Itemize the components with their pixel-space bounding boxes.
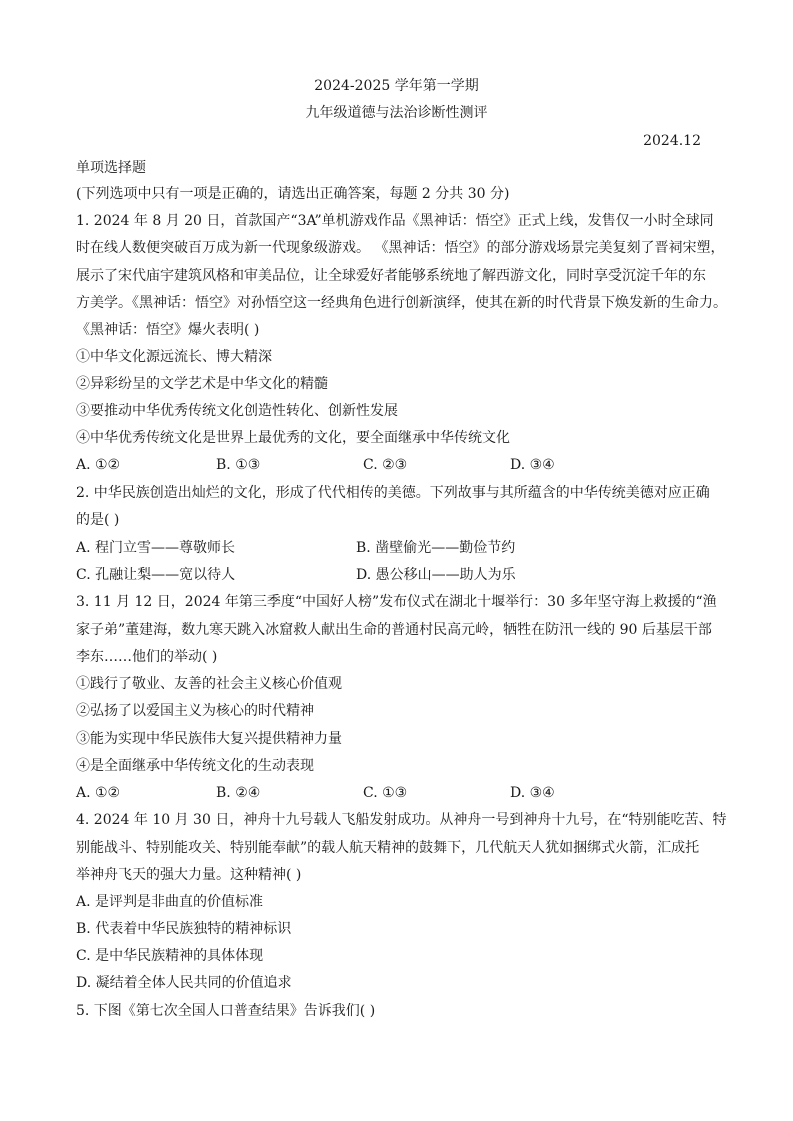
section-instruction: (下列选项中只有一项是正确的，请选出正确答案，每题 2 分共 30 分) — [76, 186, 510, 202]
q1-text-line: 《黑神话：悟空》爆火表明( ) — [76, 322, 260, 338]
q1-option-b: B. ①③ — [216, 457, 261, 473]
q3-option-d: D. ③④ — [510, 785, 555, 801]
q3-text-line: 家子弟”董建海，数九寒天跳入冰窟救人献出生命的普通村民高元岭，牺牲在防汛一线的 90 后基层干部 — [76, 622, 712, 638]
q1-item: ④中华优秀传统文化是世界上最优秀的文化，要全面继承中华传统文化 — [76, 430, 510, 446]
q4-option-a: A. 是评判是非曲直的价值标准 — [76, 894, 264, 910]
q1-item: ②异彩纷呈的文学艺术是中华文化的精髓 — [76, 376, 328, 392]
school-year-line: 2024-2025 学年第一学期 — [314, 78, 479, 94]
q3-item: ②弘扬了以爱国主义为核心的时代精神 — [76, 703, 314, 719]
q4-text-line: 4. 2024 年 10 月 30 日，神舟十九号载人飞船发射成功。从神舟一号到神舟十九号，在“特别能吃苦、特 — [76, 812, 727, 828]
q2-option-d: D. 愚公移山——助人为乐 — [356, 567, 516, 583]
q2-text-line: 的是( ) — [76, 512, 120, 528]
q4-option-b: B. 代表着中华民族独特的精神标识 — [76, 921, 292, 937]
q4-text-line: 别能战斗、特别能攻关、特别能奉献”的载人航天精神的鼓舞下，几代航天人犹如捆绑式火箭，汇成托 — [76, 840, 700, 856]
q4-option-c: C. 是中华民族精神的具体体现 — [76, 948, 264, 964]
q3-text-line: 李东……他们的举动( ) — [76, 649, 218, 665]
q1-text-line: 展示了宋代庙宇建筑风格和审美品位，让全球爱好者能够系统地了解西游文化，同时享受沉淀千年的东 — [76, 268, 706, 284]
q1-item: ①中华文化源远流长、博大精深 — [76, 349, 272, 365]
q4-text-line: 举神舟飞天的强大力量。这种精神( ) — [76, 867, 302, 883]
q3-option-a: A. ①② — [76, 785, 121, 801]
q5-text-line: 5. 下图《第七次全国人口普查结果》告诉我们( ) — [76, 1003, 376, 1019]
q3-option-c: C. ①③ — [363, 785, 408, 801]
q1-option-d: D. ③④ — [510, 457, 555, 473]
q3-item: ③能为实现中华民族伟大复兴提供精神力量 — [76, 731, 342, 747]
q1-option-a: A. ①② — [76, 457, 121, 473]
section-title: 单项选择题 — [76, 160, 146, 176]
q2-option-b: B. 凿壁偷光——勤俭节约 — [356, 540, 516, 556]
q3-item: ④是全面继承中华传统文化的生动表现 — [76, 758, 314, 774]
exam-title: 九年级道德与法治诊断性测评 — [305, 105, 488, 121]
q2-option-c: C. 孔融让梨——宽以待人 — [76, 567, 236, 583]
q2-option-a: A. 程门立雪——尊敬师长 — [76, 540, 236, 556]
q4-option-d: D. 凝结着全体人民共同的价值追求 — [76, 975, 292, 991]
q1-option-c: C. ②③ — [363, 457, 408, 473]
q1-text-line: 1. 2024 年 8 月 20 日，首款国产“3A”单机游戏作品《黑神话：悟空》正式上线，发售仅一小时全球同 — [76, 213, 714, 229]
q3-text-line: 3. 11 月 12 日，2024 年第三季度“中国好人榜”发布仪式在湖北十堰举行：30 多年坚守海上救援的“渔 — [76, 594, 717, 610]
q1-text-line: 时在线人数便突破百万成为新一代现象级游戏。 《黑神话：悟空》的部分游戏场景完美复刻了晋祠宋塑， — [76, 240, 725, 256]
q3-option-b: B. ②④ — [216, 785, 261, 801]
q3-item: ①践行了敬业、友善的社会主义核心价值观 — [76, 676, 342, 692]
q1-text-line: 方美学。《黑神话：悟空》对孙悟空这一经典角色进行创新演绎，使其在新的时代背景下焕发新的生命力。 — [76, 295, 727, 311]
exam-date: 2024.12 — [643, 133, 701, 149]
q1-item: ③要推动中华优秀传统文化创造性转化、创新性发展 — [76, 403, 398, 419]
q2-text-line: 2. 中华民族创造出灿烂的文化，形成了代代相传的美德。下列故事与其所蕴含的中华传统美德对应正确 — [76, 485, 710, 501]
